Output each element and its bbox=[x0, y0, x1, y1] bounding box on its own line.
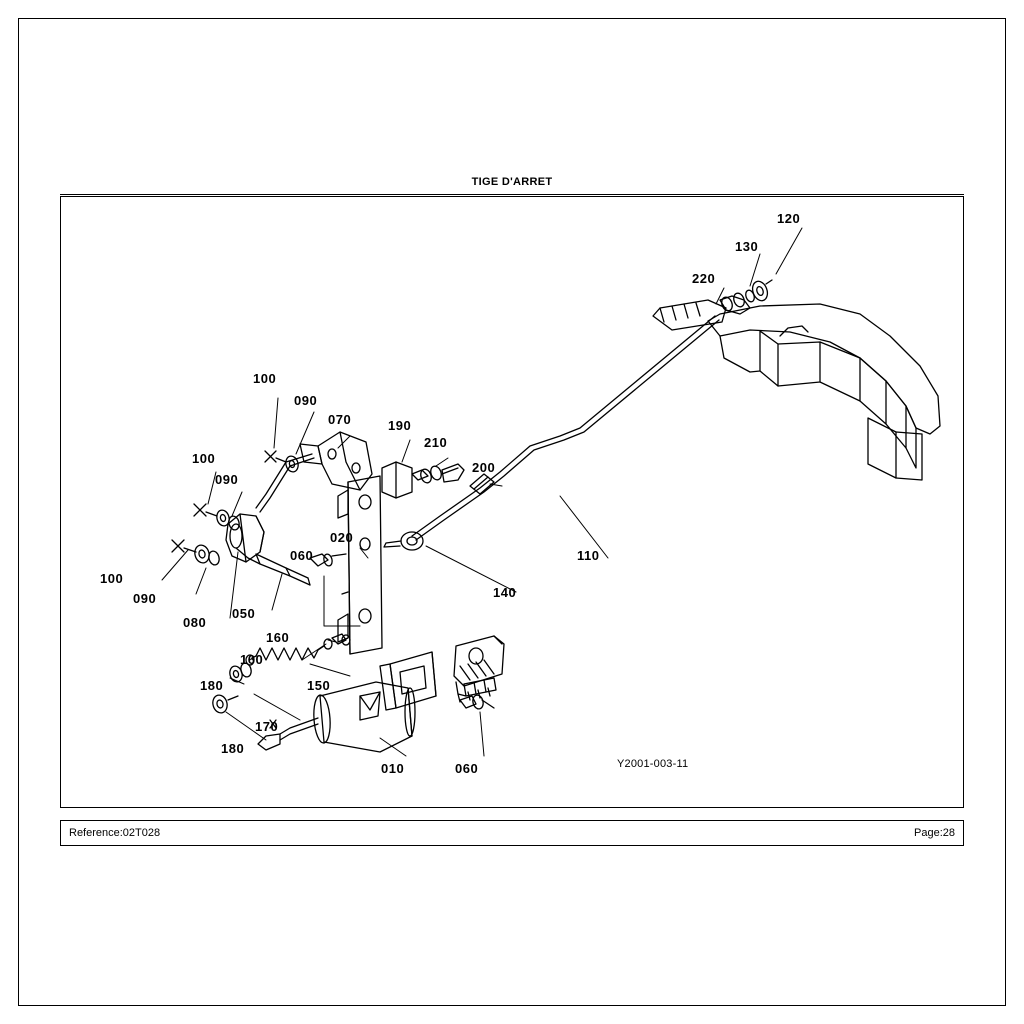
callout-090-c: 090 bbox=[133, 591, 157, 606]
callout-190: 190 bbox=[388, 418, 412, 433]
title-bar bbox=[60, 176, 964, 198]
callout-070: 070 bbox=[328, 412, 352, 427]
callout-090-b: 090 bbox=[215, 472, 239, 487]
callout-170: 170 bbox=[255, 719, 279, 734]
callout-200: 200 bbox=[472, 460, 496, 475]
callout-150: 150 bbox=[307, 678, 331, 693]
callout-130: 130 bbox=[735, 239, 759, 254]
callout-140: 140 bbox=[493, 585, 517, 600]
callout-020: 020 bbox=[330, 530, 354, 545]
fastener-stack bbox=[211, 634, 350, 715]
lever-bracket bbox=[300, 432, 372, 490]
main-mounting-plate bbox=[338, 476, 382, 654]
upper-link-plate bbox=[653, 296, 750, 330]
reference-label: Reference:02T028 bbox=[69, 827, 161, 839]
solenoid-bracket bbox=[380, 652, 436, 710]
washer-set-middle bbox=[194, 504, 241, 531]
bolt-upper bbox=[310, 553, 346, 567]
page-number-label: Page:28 bbox=[914, 827, 955, 839]
callout-060-b: 060 bbox=[455, 761, 479, 776]
washer-set-lower bbox=[172, 540, 221, 566]
callout-110: 110 bbox=[577, 548, 600, 563]
title-divider bbox=[60, 194, 964, 195]
callout-100-a: 100 bbox=[253, 371, 277, 386]
callout-210: 210 bbox=[424, 435, 448, 450]
callout-090-a: 090 bbox=[294, 393, 318, 408]
callout-160-a: 160 bbox=[266, 630, 290, 645]
pivot-stack bbox=[720, 279, 772, 312]
washer-set-upper bbox=[265, 451, 300, 473]
page-title: TIGE D'ARRET bbox=[471, 176, 553, 188]
footer-bar bbox=[60, 820, 964, 846]
callout-080: 080 bbox=[183, 615, 207, 630]
callout-100-c: 100 bbox=[100, 571, 124, 586]
callout-100-b: 100 bbox=[192, 451, 216, 466]
solenoid-cylinder bbox=[258, 682, 415, 752]
chassis-bracket bbox=[708, 304, 940, 480]
connector-plug bbox=[454, 636, 504, 702]
callout-180-a: 180 bbox=[200, 678, 224, 693]
small-bracket-bolt bbox=[382, 462, 464, 498]
control-rod bbox=[412, 316, 719, 540]
callout-220: 220 bbox=[692, 271, 716, 286]
callout-160-b: 160 bbox=[240, 652, 264, 667]
callout-180-b: 180 bbox=[221, 741, 245, 756]
callout-010: 010 bbox=[381, 761, 405, 776]
callout-120: 120 bbox=[777, 211, 801, 226]
parts-illustration bbox=[60, 196, 964, 808]
callout-060-a: 060 bbox=[290, 548, 314, 563]
rod-end-joint bbox=[384, 532, 423, 550]
drawing-code: Y2001-003-11 bbox=[617, 758, 689, 770]
callout-050: 050 bbox=[232, 606, 256, 621]
